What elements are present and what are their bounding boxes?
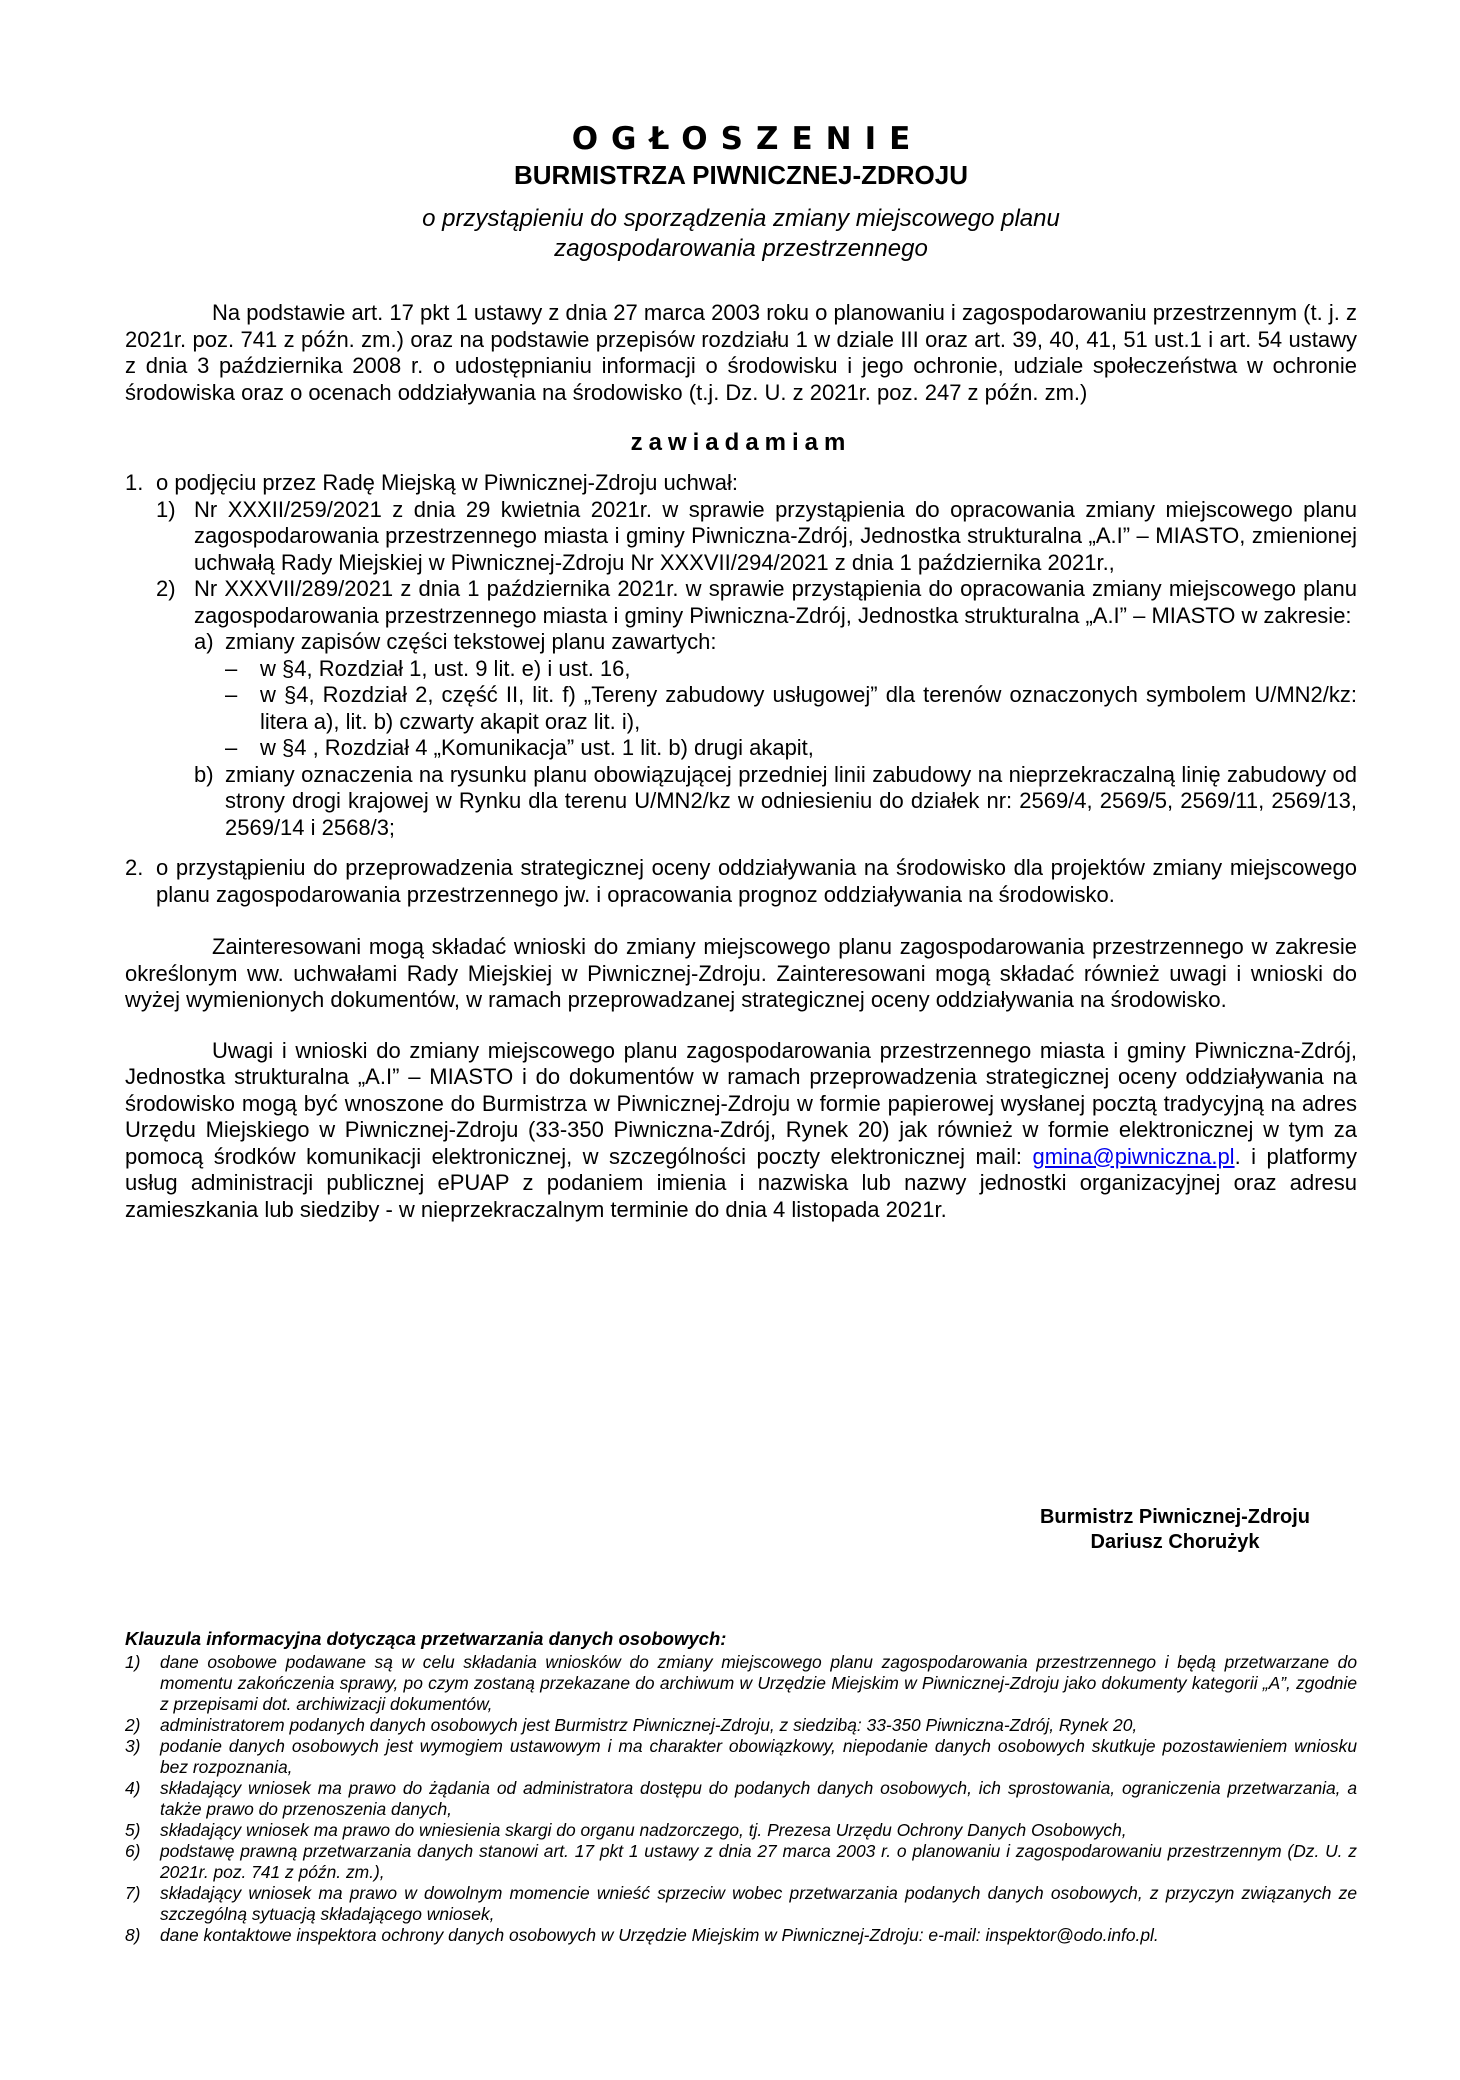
remarks-text: Uwagi i wnioski do zmiany miejscowego planu zagospodarowania przestrzennego miasta i gminy Piwniczna-Zdrój, Jednostka strukturalna „A.I” – MIASTO i do dokumentów w ramach przeprowadzenia strategicznej oceny oddziaływania na środowisko mogą być wnoszone do Burmistrza w Piwnicznej-Zdroju w formie papierowej wysłanej pocztą tradycyjną na adres Urzędu Miejskiego w Piwnicznej-Zdroju (33-350 Piwniczna-Zdrój, Rynek 20) jak również w formie elektronicznej w tym za pomocą środków komunikacji elektronicznej, w szczególności poczty elektronicznej mail:: [125, 1037, 1357, 1169]
dash-bullet: –: [225, 735, 238, 760]
announcement-list: [125, 470, 1357, 908]
clause-item: [125, 1736, 1357, 1778]
clause-item: [125, 1820, 1357, 1841]
clause-item: [125, 1652, 1357, 1715]
clause-text: dane kontaktowe inspektora ochrony danych osobowych w Urzędzie Miejskim w Piwnicznej-Zdroju: e-mail: inspektor@odo.info.pl.: [160, 1925, 1159, 1945]
signature-block: [125, 1505, 1357, 1555]
list-item-1: [125, 470, 1357, 497]
announce-heading: zawiadamiam: [630, 429, 852, 456]
email-link[interactable]: gmina@piwniczna.pl: [1032, 1143, 1235, 1169]
dash-bullet: –: [225, 682, 238, 707]
list-number: 2): [156, 576, 176, 601]
list-text: w §4 , Rozdział 4 „Komunikacja” ust. 1 lit. b) drugi akapit,: [260, 735, 814, 760]
list-item-1-2-b: [194, 762, 1357, 842]
list-number: 2.: [125, 855, 144, 880]
document-title: OGŁOSZENIE: [571, 121, 924, 157]
clause-text: dane osobowe podawane są w celu składania wniosków do zmiany miejscowego planu zagospodarowania przestrzennego i będą przetwarzane do momentu zakończenia sprawy, po czym zostaną przekazane do archiwum w Urzędzie Miejskim w Piwnicznej-Zdroju jako dokumenty kategorii „A”, zgodnie z przepisami dot. archiwizacji dokumentów,: [160, 1652, 1357, 1714]
legal-basis-paragraph: Na podstawie art. 17 pkt 1 ustawy z dnia 27 marca 2003 roku o planowaniu i zagospodarowaniu przestrzennym (t. j. z 2021r. poz. 741 z późn. zm.) oraz na podstawie przepisów rozdziału 1 w dziale III oraz art. 39, 40, 41, 51 ust.1 i art. 54 ustawy z dnia 3 października 2008 r. o udostępnianiu informacji o środowisku i jego ochronie, udziale społeczeństwa w ochronie środowiska oraz o ocenach oddziaływania na środowisko (t.j. Dz. U. z 2021r. poz. 247 z późn. zm.): [125, 300, 1357, 405]
clause-number: 8): [125, 1925, 141, 1945]
clause-number: 2): [125, 1715, 141, 1735]
privacy-clause: [125, 1628, 1357, 1946]
dash-bullet: –: [225, 655, 238, 681]
list-text: w §4, Rozdział 2, część II, lit. f) „Tereny zabudowy usługowej” dla terenów oznaczonych symbolem U/MN2/kz: litera a), lit. b) czwarty akapit oraz lit. i),: [260, 682, 1357, 734]
clause-number: 4): [125, 1778, 141, 1798]
document-subtitle: BURMISTRZA PIWNICZNEJ-ZDROJU: [513, 160, 969, 190]
topic-line-2: zagospodarowania przestrzennego: [554, 235, 928, 262]
clause-number: 1): [125, 1652, 141, 1672]
signature-name: Dariusz Chorużyk: [1090, 1531, 1260, 1553]
clause-number: 6): [125, 1841, 141, 1861]
signature-position: Burmistrz Piwnicznej-Zdroju: [1039, 1506, 1311, 1528]
clause-item: [125, 1883, 1357, 1925]
clause-number: 7): [125, 1883, 141, 1903]
list-number: 1.: [125, 470, 144, 495]
dash-item: [225, 735, 1357, 762]
clause-text: podstawę prawną przetwarzania danych stanowi art. 17 pkt 1 ustawy z dnia 27 marca 2003 r. o planowaniu i zagospodarowaniu przestrzennym (Dz. U. z 2021r. poz. 741 z późn. zm.),: [160, 1841, 1357, 1882]
clause-text: składający wniosek ma prawo do wniesienia skargi do organu nadzorczego, tj. Prezesa Urzędu Ochrony Danych Osobowych,: [160, 1820, 1127, 1840]
list-item-1-2-a: [194, 629, 1357, 656]
list-number: 1): [156, 496, 176, 522]
list-item-2: [125, 855, 1357, 908]
clause-item: [125, 1778, 1357, 1820]
document-page: [125, 120, 1357, 1945]
topic-line-1: o przystąpieniu do sporządzenia zmiany miejscowego planu: [422, 205, 1060, 232]
remarks-text-end: . i platformy usług administracji publicznej ePUAP z podaniem imienia i nazwiska lub nazwy jednostki organizacyjnej oraz adresu zamieszkania lub siedziby - w nieprzekraczalnym terminie do dnia 4 listopada 2021r.: [125, 1143, 1357, 1222]
document-topic: [125, 204, 1357, 264]
list-text: Nr XXXVII/289/2021 z dnia 1 października 2021r. w sprawie przystąpienia do opracowania zmiany miejscowego planu zagospodarowania przestrzennego miasta i gminy Piwniczna-Zdrój, Jednostka strukturalna „A.I” – MIASTO w zakresie:: [194, 576, 1357, 628]
list-text: w §4, Rozdział 1, ust. 9 lit. e) i ust. 16,: [260, 655, 631, 681]
clause-text: administratorem podanych danych osobowych jest Burmistrz Piwnicznej-Zdroju, z siedzibą: 33-350 Piwniczna-Zdrój, Rynek 20,: [160, 1715, 1138, 1735]
list-text: zmiany zapisów części tekstowej planu zawartych:: [225, 629, 717, 654]
list-text: o przystąpieniu do przeprowadzenia strategicznej oceny oddziaływania na środowisko dla projektów zmiany miejscowego planu zagospodarowania przestrzennego jw. i opracowania prognoz oddziaływania na środowisko.: [156, 855, 1357, 907]
clause-number: 3): [125, 1736, 141, 1756]
clause-item: [125, 1715, 1357, 1736]
interested-parties-paragraph: Zainteresowani mogą składać wnioski do zmiany miejscowego planu zagospodarowania przestrzennego w zakresie określonym ww. uchwałami Rady Miejskiej w Piwnicznej-Zdroju. Zainteresowani mogą składać również uwagi i wnioski do wyżej wymienionych dokumentów, w ramach przeprowadzanej strategicznej oceny oddziaływania na środowisko.: [125, 934, 1357, 1012]
list-letter: a): [194, 629, 214, 654]
clause-text: składający wniosek ma prawo do żądania od administratora dostępu do podanych danych osobowych, ich sprostowania, ograniczenia przetwarzania, a także prawo do przenoszenia danych,: [160, 1778, 1357, 1819]
clause-item: [125, 1841, 1357, 1883]
dash-item: [225, 682, 1357, 735]
clause-text: podanie danych osobowych jest wymogiem ustawowym i ma charakter obowiązkowy, niepodanie danych osobowych skutkuje pozostawieniem wniosku bez rozpoznania,: [160, 1736, 1357, 1777]
list-text: zmiany oznaczenia na rysunku planu obowiązującej przedniej linii zabudowy na nieprzekraczalną linię zabudowy od strony drogi krajowej w Rynku dla terenu U/MN2/kz w odniesieniu do działek nr: 2569/4, 2569/5, 2569/11, 2569/13, 2569/14 i 2568/3;: [225, 761, 1357, 840]
clause-item: [125, 1925, 1357, 1946]
dash-item: [225, 656, 1357, 683]
clause-title: Klauzula informacyjna dotycząca przetwarzania danych osobowych:: [125, 1628, 727, 1649]
list-item-1-2: [156, 576, 1357, 629]
list-text: o podjęciu przez Radę Miejską w Piwnicznej-Zdroju uchwał:: [156, 470, 739, 495]
clause-text: składający wniosek ma prawo w dowolnym momencie wnieść sprzeciw wobec przetwarzania podanych danych osobowych, z przyczyn związanych ze szczególną sytuacją składającego wniosek,: [160, 1883, 1357, 1924]
clause-number: 5): [125, 1820, 141, 1840]
remarks-paragraph: [125, 1038, 1357, 1224]
list-text: Nr XXXII/259/2021 z dnia 29 kwietnia 2021r. w sprawie przystąpienia do opracowania zmiany miejscowego planu zagospodarowania przestrzennego miasta i gminy Piwniczna-Zdrój, Jednostka strukturalna „A.I” – MIASTO, zmienionej uchwałą Rady Miejskiej w Piwnicznej-Zdroju Nr XXXVII/294/2021 z dnia 1 października 2021r.,: [194, 496, 1357, 575]
list-item-1-1: [156, 497, 1357, 577]
list-letter: b): [194, 761, 214, 787]
